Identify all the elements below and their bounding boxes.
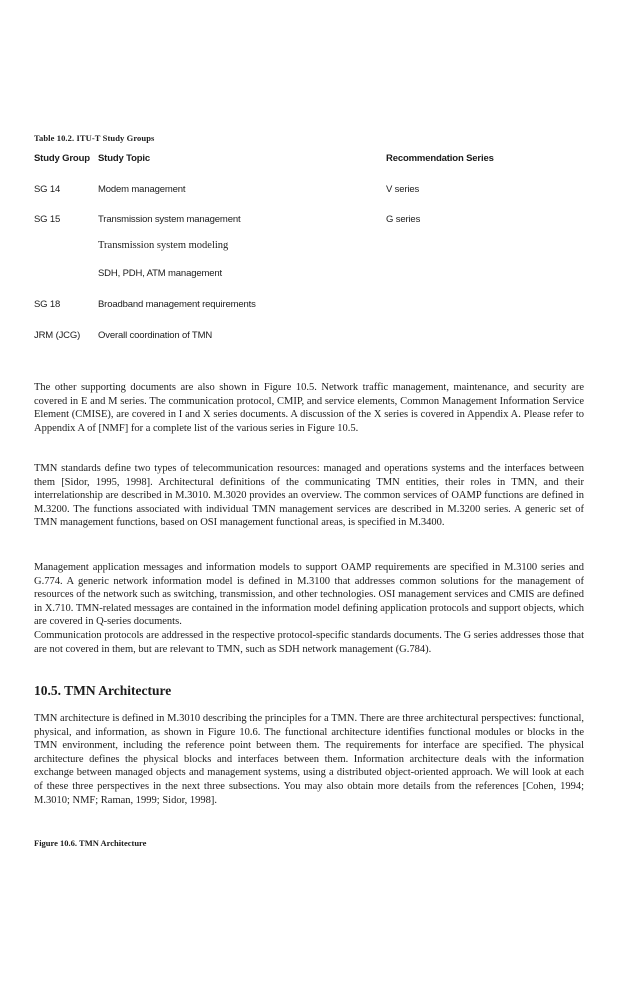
- table-row-group: JRM (JCG): [34, 330, 81, 341]
- section-paragraph: TMN architecture is defined in M.3010 describing the principles for a TMN. There are three architectural perspectives: functional, physical, and information, as shown in Figure 10.6. The functional architecture identifies functional modules or blocks in the TMN environment, including the reference point between them. The requirements for interface are specified. The physical architecture defines the physical blocks and interfaces between them. Information architecture deals with the information exchange between managed objects and management systems, using a distributed object-oriented approach. We will look at each of these three perspectives in the next three subsections. You may also obtain more details from the references [Cohen, 1994; M.3010; NMF; Raman, 1999; Sidor, 1998].: [34, 713, 584, 806]
- header-recommendation-series: Recommendation Series: [386, 153, 494, 164]
- section-heading: 10.5. TMN Architecture: [34, 683, 172, 698]
- body-paragraph: Management application messages and information models to support OAMP requirements are specified in M.3100 series and G.774. A generic network information model is defined in M.3100 that addresses common solutions for the management of resources of the network such as switching, transmission, and other technologies. OSI management services and CMIS are defined in X.710. TMN-related messages are contained in the information model defining application protocols and support objects, which are covered in Q-series documents.: [34, 562, 584, 628]
- header-study-topic: Study Topic: [98, 153, 151, 164]
- table-row-group: SG 18: [34, 299, 61, 310]
- table-row-topic: Transmission system modeling: [98, 240, 229, 251]
- table-caption: Table 10.2. ITU-T Study Groups: [34, 133, 155, 143]
- body-paragraph: Communication protocols are addressed in the respective protocol-specific standards documents. The G series addresses those that are not covered in them, but are relevant to TMN, such as SDH network management (G.784).: [34, 630, 584, 655]
- body-paragraph: The other supporting documents are also shown in Figure 10.5. Network traffic management, maintenance, and security are covered in E and M series. The communication protocol, CMIP, and service elements, Common Management Information Service Element (CMISE), are covered in I and X series documents. A discussion of the X series is covered in Appendix A. Please refer to Appendix A of [NMF] for a complete list of the various series in Figure 10.5.: [34, 382, 584, 434]
- table-row-series: V series: [386, 184, 420, 195]
- header-study-group: Study Group: [34, 153, 90, 164]
- table-row-topic: SDH, PDH, ATM management: [98, 268, 222, 279]
- table-row-group: SG 15: [34, 214, 61, 225]
- table-row-topic: Overall coordination of TMN: [98, 330, 213, 341]
- table-row-topic: Transmission system management: [98, 214, 241, 225]
- body-paragraph: TMN standards define two types of telecommunication resources: managed and operations systems and the interfaces between them [Sidor, 1995, 1998]. Architectural definitions of the communicating TMN entities, their roles in TMN, and their interrelationship are described in M.3010. M.3020 provides an overview. The common services of OAMP functions are defined in M.3200. The functions associated with individual TMN management services are described in M.3200 series. A generic set of TMN management functions, based on OSI management functional areas, is specified in M.3400.: [34, 463, 584, 529]
- table-row-series: G series: [386, 214, 421, 225]
- table-row-topic: Broadband management requirements: [98, 299, 256, 310]
- figure-caption: Figure 10.6. TMN Architecture: [34, 838, 147, 848]
- table-row-group: SG 14: [34, 184, 61, 195]
- table-row-topic: Modem management: [98, 184, 186, 195]
